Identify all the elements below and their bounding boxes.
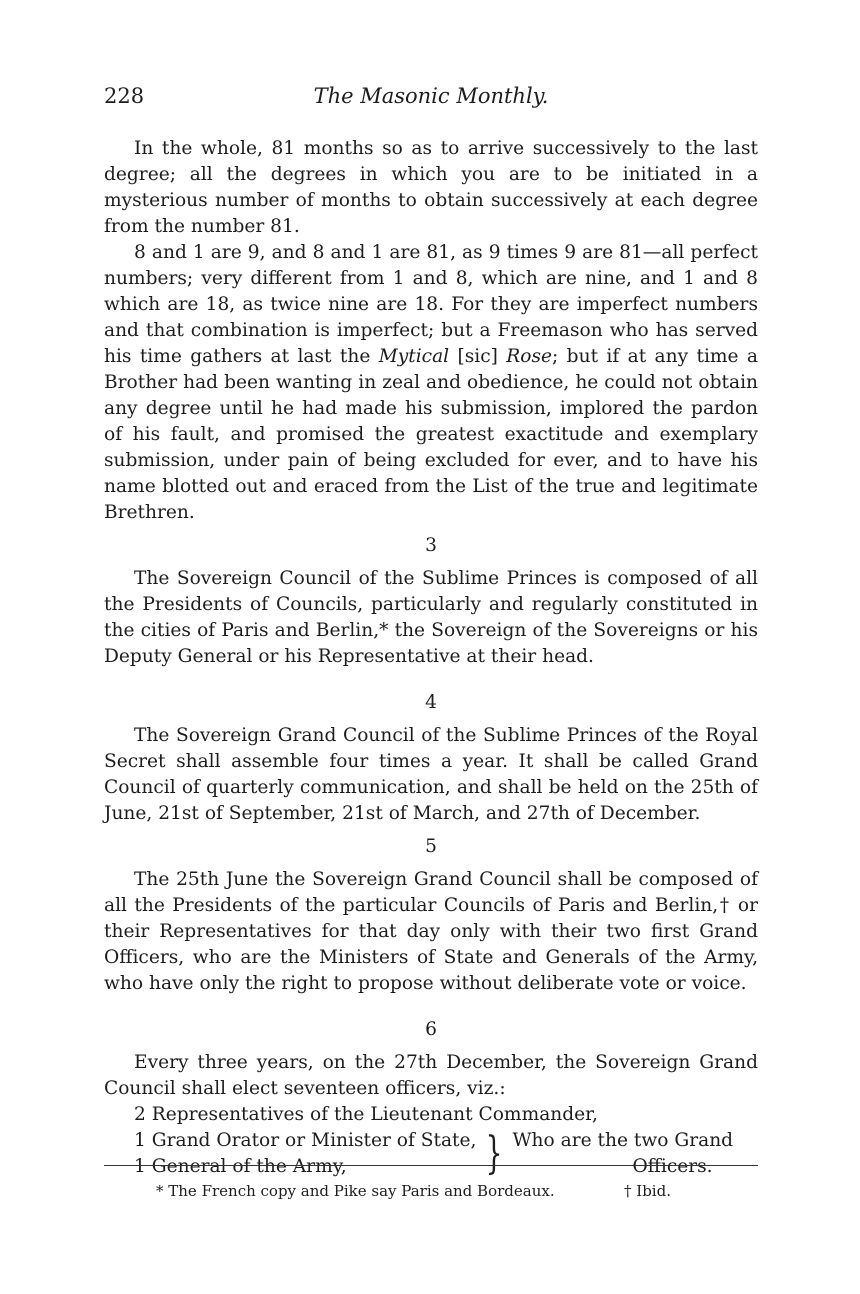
paragraph: Every three years, on the 27th December, the Sovereign Grand Council shall elect seventeen officers, viz.: (104, 1052, 758, 1099)
body-text (104, 136, 758, 1180)
page-number: 228 (104, 84, 145, 108)
italic-word: Mytical (378, 346, 450, 367)
braced-list (104, 1128, 758, 1180)
section-number: 5 (425, 836, 437, 857)
list-item: 1 General of the Army, (134, 1156, 347, 1177)
paragraph: In the whole, 81 months so as to arrive successively to the last degree; all the degrees in which you are to be initiated in a mysterious number of months to obtain successively at each degree from the number 81. (104, 138, 758, 237)
brace-note: Officers. (632, 1156, 713, 1177)
running-title: The Masonic Monthly. (313, 84, 549, 108)
paragraph: The Sovereign Grand Council of the Sublime Princes of the Royal Secret shall assemble four times a year. It shall be called Grand Council of quarterly communication, and shall be held on the 25th of June, 21st of September, 21st of March, and 27th of December. (104, 725, 758, 824)
paragraph (104, 240, 758, 526)
paragraph-text: 8 and 1 are 9, and 8 and 1 are 81, as 9 times 9 are 81—all perfect numbers; very different from 1 and 8, which are nine, and 1 and 8 which are 18, as twice nine are 18. For they are imperfect numbers and that combination is imperfect; but a Freemason who has served his time gathers at last the (104, 242, 758, 367)
brace-icon: } (486, 1128, 503, 1179)
paragraph: The 25th June the Sovereign Grand Council shall be composed of all the Presidents of the particular Councils of Paris and Berlin,† or their Representatives for that day only with their two first Grand Officers, who are the Ministers of State and Generals of the Army, who have only the right to propose without deliberate vote or voice. (104, 869, 758, 994)
footnote: * The French copy and Pike say Paris and Bordeaux. (156, 1182, 555, 1200)
footnote-divider (104, 1165, 758, 1166)
brace-note: Who are the two Grand (512, 1130, 734, 1151)
section-number: 4 (425, 692, 437, 713)
italic-word: Rose (506, 346, 553, 367)
section-number: 3 (425, 535, 437, 556)
paragraph-text: ; but if at any time a Brother had been wanting in zeal and obedience, he could not obtain any degree until he had made his submission, implored the pardon of his fault, and promised the greatest exactitude and exemplary submission, under pain of being excluded for ever, and to have his name blotted out and eraced from the List of the true and legitimate Brethren. (104, 346, 759, 523)
paragraph: The Sovereign Council of the Sublime Princes is composed of all the Presidents of Councils, particularly and regularly constituted in the cities of Paris and Berlin,* the Sovereign of the Sovereigns or his Deputy General or his Representative at their head. (104, 568, 758, 667)
section-number: 6 (425, 1019, 437, 1040)
list-item: 2 Representatives of the Lieutenant Commander, (134, 1104, 598, 1125)
list-item: 1 Grand Orator or Minister of State, (134, 1130, 477, 1151)
footnote: † Ibid. (624, 1182, 671, 1200)
page-header (104, 84, 758, 114)
sic-note: [sic] (449, 346, 507, 367)
